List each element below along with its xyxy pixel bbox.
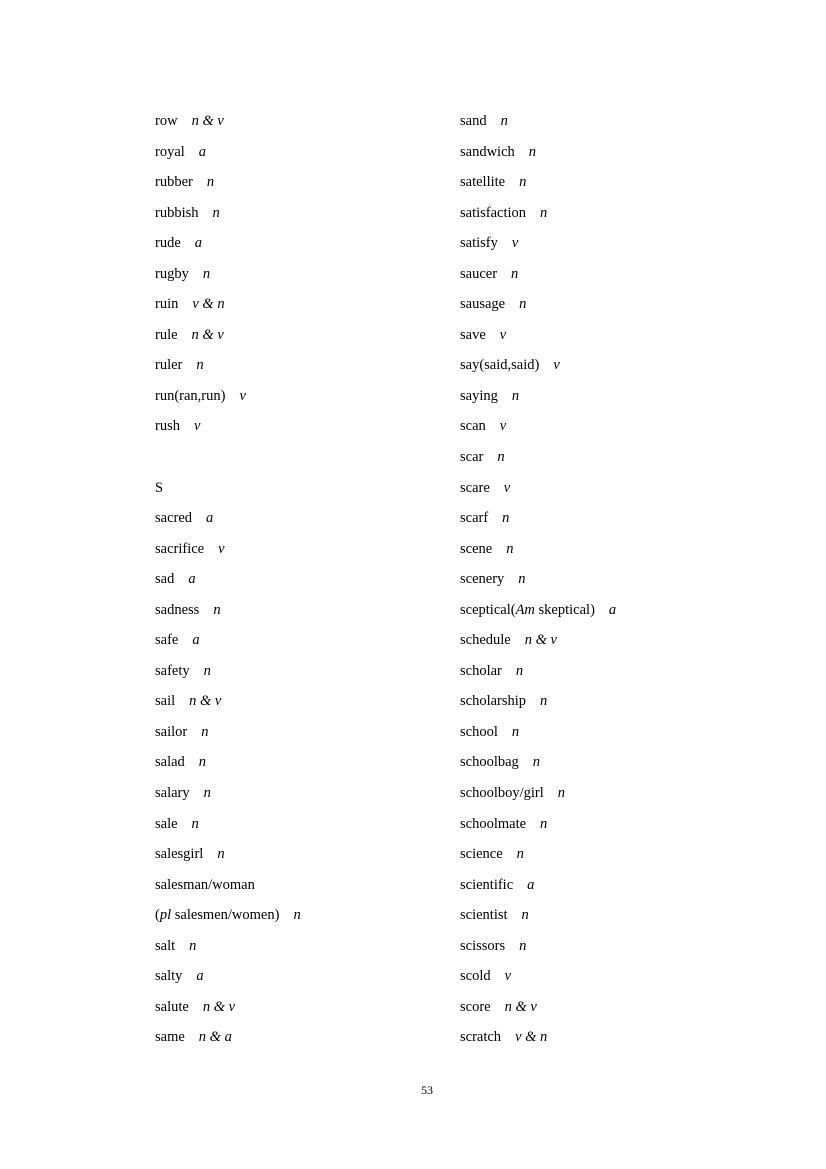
entry-part-of-speech: a (527, 876, 535, 893)
word-entry (155, 509, 455, 540)
entry-part-of-speech: n (511, 387, 520, 404)
word-entry (155, 173, 455, 204)
word-entry (460, 815, 800, 846)
entry-part-of-speech: v (218, 540, 225, 557)
word-entry (460, 509, 800, 540)
entry-part-of-speech: n (557, 785, 566, 802)
entry-word: schoolboy/girl (460, 785, 544, 802)
entry-part-of-speech: n (189, 937, 197, 954)
section-header (155, 479, 455, 510)
entry-part-of-speech: n (196, 357, 204, 374)
word-entry (460, 692, 800, 723)
entry-word: salary (155, 785, 190, 802)
entry-word: school (460, 723, 498, 740)
entry-part-of-speech: v (553, 357, 560, 374)
entry-part-of-speech: n (203, 662, 211, 679)
word-entry (155, 937, 455, 968)
entry-word: scar (460, 449, 484, 466)
entry-word: salute (155, 998, 189, 1015)
entry-part-of-speech: n & v (524, 632, 557, 649)
entry-word: scene (460, 540, 493, 557)
entry-word: S (155, 479, 164, 496)
entry-word: scholar (460, 662, 502, 679)
word-entry (460, 753, 800, 784)
entry-word: ruin (155, 296, 179, 313)
entry-word: score (460, 998, 491, 1015)
word-entry (155, 265, 455, 296)
entry-word: salt (155, 937, 176, 954)
entry-part-of-speech: a (192, 632, 200, 649)
word-entry (460, 937, 800, 968)
entry-part-of-speech: n (502, 510, 510, 527)
word-entry (460, 631, 800, 662)
word-entry (155, 723, 455, 754)
entry-word: schedule (460, 632, 511, 649)
entry-word: satisfy (460, 235, 498, 252)
entry-word: salesgirl (155, 846, 204, 863)
word-entry (155, 876, 455, 907)
entry-word: sale (155, 815, 178, 832)
entry-word: rubbish (155, 204, 199, 221)
entry-part-of-speech: v (504, 968, 512, 985)
word-entry (460, 112, 800, 143)
entry-word: sacrifice (155, 540, 205, 557)
entry-part-of-speech: a (188, 571, 196, 588)
entry-part-of-speech: v & n (515, 1029, 548, 1046)
entry-part-of-speech: n (515, 662, 524, 679)
word-entry (155, 204, 455, 235)
entry-word: run(ran,run) (155, 387, 226, 404)
entry-word: sail (155, 693, 176, 710)
word-entry (155, 387, 455, 418)
entry-part-of-speech: n (500, 113, 508, 129)
entry-part-of-speech: n (519, 296, 527, 313)
entry-word: saucer (460, 265, 498, 282)
word-entry (155, 356, 455, 387)
entry-part-of-speech: n (293, 907, 301, 924)
entry-part-of-speech: n (206, 174, 215, 191)
word-entry (460, 723, 800, 754)
entry-word: royal (155, 143, 185, 160)
entry-word: same (155, 1029, 185, 1046)
entry-word: rule (155, 326, 178, 343)
entry-part-of-speech: v (499, 326, 507, 343)
word-entry (460, 998, 800, 1029)
entry-part-of-speech: n (203, 785, 211, 802)
entry-part-of-speech: n (532, 754, 541, 771)
entry-part-of-speech: n (516, 846, 524, 863)
entry-word: rush (155, 418, 180, 435)
entry-part-of-speech: v (499, 418, 507, 435)
entry-word: scientist (460, 907, 508, 924)
word-entry (155, 815, 455, 846)
entry-part-of-speech: n (518, 571, 526, 588)
entry-part-of-speech: a (198, 143, 207, 160)
word-entry (155, 417, 455, 448)
entry-part-of-speech: n (511, 265, 519, 282)
entry-part-of-speech: n (217, 846, 225, 863)
entry-part-of-speech: a (608, 601, 617, 618)
entry-part-of-speech: v (511, 235, 519, 252)
entry-part-of-speech: n (528, 143, 537, 160)
entry-word: safe (155, 632, 179, 649)
word-entry (155, 906, 455, 937)
entry-part-of-speech: n (506, 540, 514, 557)
word-entry (460, 265, 800, 296)
entry-part-of-speech: n (213, 601, 221, 618)
entry-part-of-speech: n & v (191, 326, 224, 343)
entry-word: sadness (155, 601, 200, 618)
entry-word: sandwich (460, 143, 515, 160)
entry-word: scarf (460, 510, 489, 527)
word-entry (155, 234, 455, 265)
entry-part-of-speech: n (540, 693, 548, 710)
word-entry (460, 967, 800, 998)
entry-part-of-speech: n & v (504, 998, 537, 1015)
word-entry (155, 295, 455, 326)
word-entry (460, 784, 800, 815)
word-entry (460, 906, 800, 937)
entry-part-of-speech: v & n (192, 296, 225, 313)
entry-word: scan (460, 418, 486, 435)
page-number: 53 (421, 1083, 433, 1097)
entry-word: scissors (460, 937, 506, 954)
entry-part-of-speech: v (193, 418, 201, 435)
word-entry (155, 662, 455, 693)
entry-part-of-speech: n (212, 204, 220, 221)
entry-word: saying (460, 387, 498, 404)
entry-part-of-speech: n & v (191, 113, 224, 129)
entry-word: sad (155, 571, 175, 588)
entry-word: schoolbag (460, 754, 519, 771)
word-entry (460, 570, 800, 601)
page-footer (14, 1082, 826, 1098)
entry-word: sceptical(Am skeptical) (460, 601, 595, 618)
word-entry (460, 173, 800, 204)
word-entry (155, 692, 455, 723)
entry-word: scratch (460, 1029, 502, 1046)
entry-word: sand (460, 113, 487, 129)
blank-line (155, 448, 455, 479)
entry-part-of-speech: n (540, 204, 548, 221)
entry-part-of-speech: n (511, 723, 520, 740)
entry-part-of-speech: v (239, 387, 246, 404)
entry-part-of-speech: n (497, 449, 505, 466)
entry-word: science (460, 846, 503, 863)
word-entry (155, 143, 455, 174)
word-entry (460, 387, 800, 418)
entry-word: scold (460, 968, 491, 985)
entry-word: sausage (460, 296, 506, 313)
word-entry (155, 570, 455, 601)
word-entry (460, 601, 800, 632)
entry-word: sacred (155, 510, 193, 527)
word-entry (460, 448, 800, 479)
word-entry (155, 967, 455, 998)
word-entry (460, 876, 800, 907)
entry-part-of-speech: a (196, 968, 204, 985)
entry-part-of-speech: n (519, 174, 527, 191)
entry-word: save (460, 326, 486, 343)
entry-word: scientific (460, 876, 514, 893)
entry-word: salesman/woman (155, 876, 255, 893)
word-entry (460, 540, 800, 571)
entry-word: sailor (155, 723, 188, 740)
word-entry (155, 845, 455, 876)
word-entry (155, 753, 455, 784)
word-entry (460, 143, 800, 174)
entry-part-of-speech: n (202, 265, 211, 282)
entry-word: schoolmate (460, 815, 527, 832)
word-entry (460, 204, 800, 235)
word-entry (460, 326, 800, 357)
word-entry (460, 479, 800, 510)
entry-part-of-speech: n (201, 723, 209, 740)
word-entry (460, 234, 800, 265)
entry-part-of-speech: n & a (198, 1029, 232, 1046)
word-entry (155, 601, 455, 632)
entry-part-of-speech: n (191, 815, 199, 832)
entry-word: scholarship (460, 693, 527, 710)
word-entry (460, 1028, 800, 1059)
entry-word: ruler (155, 357, 183, 374)
word-entry (155, 112, 455, 143)
entry-word: scenery (460, 571, 505, 588)
entry-word: salty (155, 968, 183, 985)
word-entry (155, 784, 455, 815)
word-entry (460, 295, 800, 326)
entry-word: satisfaction (460, 204, 527, 221)
entry-word: satellite (460, 174, 506, 191)
word-entry (155, 326, 455, 357)
word-entry (155, 631, 455, 662)
entry-part-of-speech: n (198, 754, 207, 771)
word-list-right-column (460, 112, 800, 1059)
entry-word: say(said,said) (460, 357, 540, 374)
entry-word: rugby (155, 265, 189, 282)
entry-part-of-speech: a (194, 235, 203, 252)
entry-part-of-speech: n (519, 937, 527, 954)
entry-word: scare (460, 479, 490, 496)
word-list-left-column (155, 112, 455, 1059)
word-entry (460, 356, 800, 387)
entry-part-of-speech: n & v (189, 693, 222, 710)
word-entry (155, 1028, 455, 1059)
word-entry (460, 662, 800, 693)
entry-part-of-speech: n (540, 815, 548, 832)
entry-word: safety (155, 662, 190, 679)
entry-part-of-speech: n (521, 907, 529, 924)
word-entry (155, 540, 455, 571)
entry-word: salad (155, 754, 185, 771)
entry-word: rude (155, 235, 181, 252)
entry-word: (pl salesmen/women) (155, 907, 280, 924)
entry-part-of-speech: n & v (202, 998, 236, 1015)
word-entry (460, 845, 800, 876)
word-entry (460, 417, 800, 448)
word-entry (155, 998, 455, 1029)
entry-part-of-speech: v (503, 479, 511, 496)
entry-word: rubber (155, 174, 193, 191)
entry-word: row (155, 113, 178, 129)
entry-part-of-speech: a (206, 510, 214, 527)
